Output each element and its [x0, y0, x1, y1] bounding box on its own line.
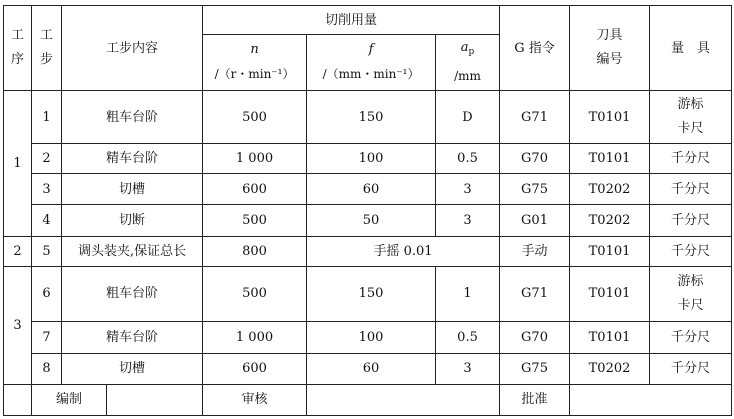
step-content: 粗车台阶 — [62, 91, 203, 144]
tool-number: T0101 — [570, 321, 650, 353]
header-ap: $a_p$ /mm — [436, 35, 500, 91]
step-content: 调头装夹,保证总长 — [62, 236, 203, 266]
step-number: 8 — [32, 353, 62, 384]
table-row — [4, 321, 732, 353]
tool-number: T0101 — [570, 236, 650, 266]
gauge: 千分尺 — [650, 321, 732, 353]
process-number: 1 — [4, 91, 32, 236]
header-process: 工 序 — [4, 6, 32, 91]
gauge: 千分尺 — [650, 236, 732, 266]
spindle-speed: 500 — [203, 266, 307, 321]
gauge: 千分尺 — [650, 144, 732, 174]
spindle-speed: 1 000 — [203, 144, 307, 174]
header-content: 工步内容 — [62, 6, 203, 91]
gauge: 游标 卡尺 — [650, 266, 732, 321]
footer-review-label: 审核 — [203, 384, 307, 415]
gauge: 千分尺 — [650, 174, 732, 205]
feed-rate: 100 — [307, 144, 436, 174]
step-number: 3 — [32, 174, 62, 205]
g-code: G01 — [500, 205, 570, 236]
spindle-speed: 600 — [203, 174, 307, 205]
tool-number: T0202 — [570, 205, 650, 236]
step-content: 切槽 — [62, 174, 203, 205]
footer-compile-label: 编制 — [32, 384, 107, 415]
feed-rate: 50 — [307, 205, 436, 236]
table-row — [4, 266, 732, 321]
feed-rate: 60 — [307, 353, 436, 384]
step-number: 4 — [32, 205, 62, 236]
g-code: 手动 — [500, 236, 570, 266]
step-number: 6 — [32, 266, 62, 321]
table-row — [4, 353, 732, 384]
cut-depth: 0.5 — [436, 321, 500, 353]
g-code: G75 — [500, 174, 570, 205]
g-code: G71 — [500, 266, 570, 321]
cut-depth: D — [436, 91, 500, 144]
step-content: 精车台阶 — [62, 321, 203, 353]
spindle-speed: 500 — [203, 205, 307, 236]
step-number: 1 — [32, 91, 62, 144]
cut-depth: 3 — [436, 174, 500, 205]
cut-depth: 3 — [436, 353, 500, 384]
table-row — [4, 91, 732, 144]
process-table — [3, 5, 732, 416]
table-row — [4, 205, 732, 236]
feed-rate: 150 — [307, 266, 436, 321]
step-number: 7 — [32, 321, 62, 353]
header-step: 工 步 — [32, 6, 62, 91]
tool-number: T0202 — [570, 174, 650, 205]
spindle-speed: 1 000 — [203, 321, 307, 353]
step-content: 切槽 — [62, 353, 203, 384]
footer-review-value — [307, 384, 500, 415]
footer-approve-label: 批准 — [500, 384, 570, 415]
tool-number: T0101 — [570, 144, 650, 174]
g-code: G75 — [500, 353, 570, 384]
gauge: 千分尺 — [650, 353, 732, 384]
process-number: 2 — [4, 236, 32, 266]
g-code: G71 — [500, 91, 570, 144]
step-content: 精车台阶 — [62, 144, 203, 174]
step-content: 粗车台阶 — [62, 266, 203, 321]
header-cutting: 切削用量 — [203, 6, 500, 35]
feed-rate: 60 — [307, 174, 436, 205]
spindle-speed: 500 — [203, 91, 307, 144]
process-number: 3 — [4, 266, 32, 384]
step-number: 5 — [32, 236, 62, 266]
feed-depth-merged: 手摇 0.01 — [307, 236, 500, 266]
footer-approve-value — [570, 384, 732, 415]
table-row — [4, 174, 732, 205]
header-n: n /（r・min⁻¹） — [203, 35, 307, 91]
header-gauge: 量 具 — [650, 6, 732, 91]
header-row-1 — [4, 6, 732, 35]
signature-row — [4, 384, 732, 415]
feed-rate: 150 — [307, 91, 436, 144]
table-row — [4, 236, 732, 266]
gauge: 游标 卡尺 — [650, 91, 732, 144]
spindle-speed: 600 — [203, 353, 307, 384]
gauge: 千分尺 — [650, 205, 732, 236]
header-tool: 刀具 编号 — [570, 6, 650, 91]
header-gcode: G 指令 — [500, 6, 570, 91]
cut-depth: 0.5 — [436, 144, 500, 174]
footer-compile-value — [107, 384, 203, 415]
step-content: 切断 — [62, 205, 203, 236]
g-code: G70 — [500, 321, 570, 353]
tool-number: T0101 — [570, 91, 650, 144]
feed-rate: 100 — [307, 321, 436, 353]
spindle-speed: 800 — [203, 236, 307, 266]
tool-number: T0202 — [570, 353, 650, 384]
table-row — [4, 144, 732, 174]
cut-depth: 3 — [436, 205, 500, 236]
cut-depth: 1 — [436, 266, 500, 321]
tool-number: T0101 — [570, 266, 650, 321]
step-number: 2 — [32, 144, 62, 174]
g-code: G70 — [500, 144, 570, 174]
header-f: f /（mm・min⁻¹） — [307, 35, 436, 91]
footer-blank — [4, 384, 32, 415]
